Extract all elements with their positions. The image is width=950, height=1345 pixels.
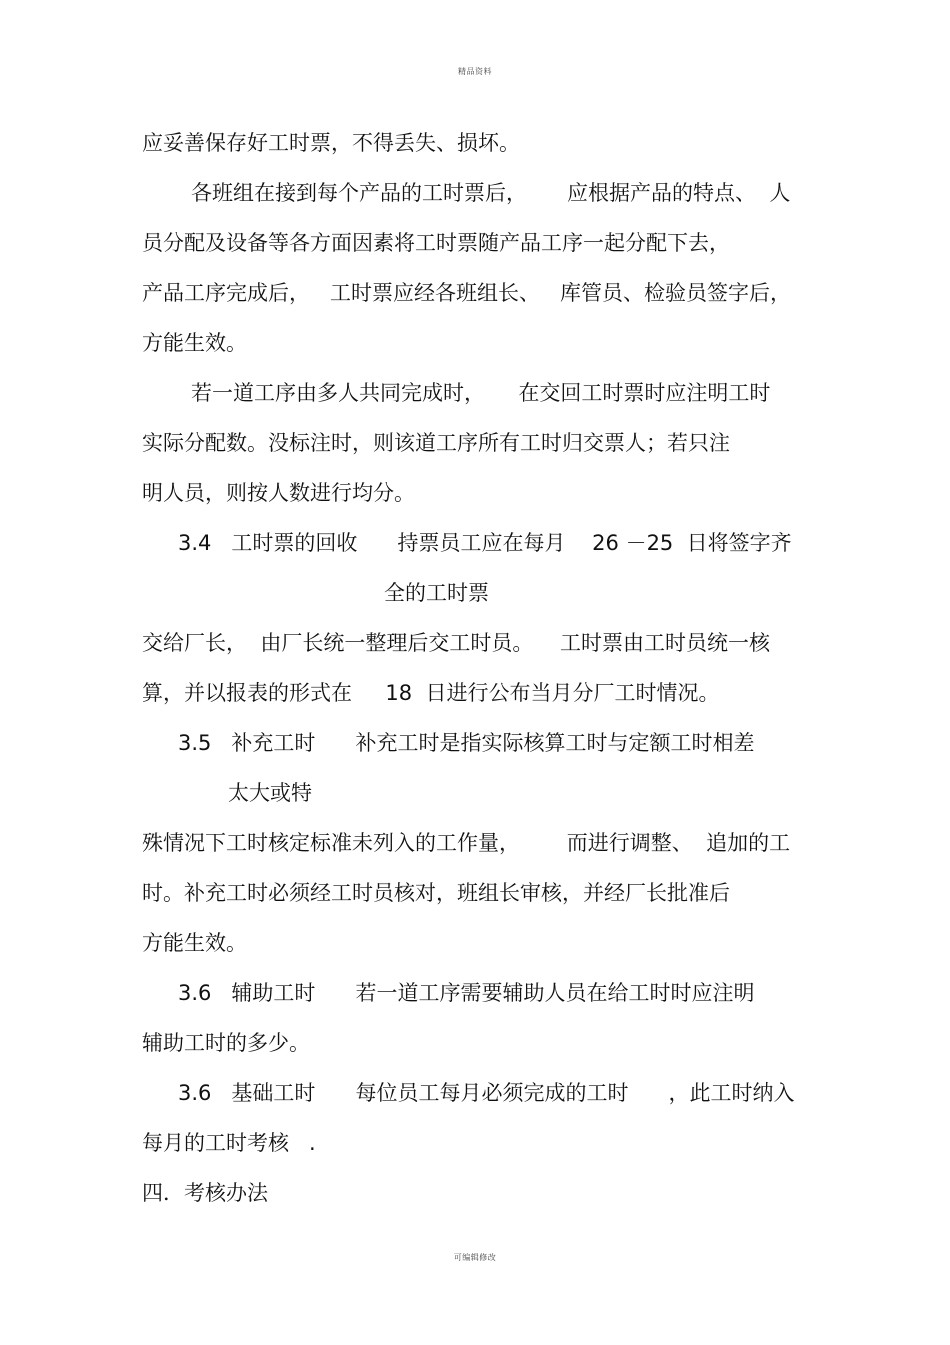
section-heading-3-6-auxiliary: 3.6 辅助工时 若一道工序需要辅助人员在给工时时应注明 xyxy=(178,981,755,1005)
text-line: 产品工序完成后， 工时票应经各班组长、 库管员、检验员签字后， xyxy=(142,281,792,305)
text-line: 方能生效。 xyxy=(142,931,247,955)
section-heading-3-4: 3.4 工时票的回收 持票员工应在每月 26 －25 日将签字齐 xyxy=(178,531,792,555)
section-heading-3-6-basic: 3.6 基础工时 每位员工每月必须完成的工时 ，此工时纳入 xyxy=(178,1081,795,1105)
text-line: 各班组在接到每个产品的工时票后， 应根据产品的特点、 人 xyxy=(191,181,791,205)
text-line: 若一道工序由多人共同完成时， 在交回工时票时应注明工时 xyxy=(191,381,771,405)
section-heading-4: 四．考核办法 xyxy=(142,1181,268,1205)
text-line: 实际分配数。没标注时，则该道工序所有工时归交票人；若只注 xyxy=(142,431,730,455)
text-line: 每月的工时考核 . xyxy=(142,1131,316,1155)
text-line: 员分配及设备等各方面因素将工时票随产品工序一起分配下去， xyxy=(142,231,730,255)
page-header: 精品资料 xyxy=(458,67,492,76)
text-line: 方能生效。 xyxy=(142,331,247,355)
text-line: 殊情况下工时核定标准未列入的工作量， 而进行调整、 追加的工 xyxy=(142,831,791,855)
section-heading-3-5: 3.5 补充工时 补充工时是指实际核算工时与定额工时相差 xyxy=(178,731,755,755)
text-line: 太大或特 xyxy=(228,781,312,805)
text-line: 算，并以报表的形式在 18 日进行公布当月分厂工时情况。 xyxy=(142,681,720,705)
text-line: 交给厂长， 由厂长统一整理后交工时员。 工时票由工时员统一核 xyxy=(142,631,771,655)
text-line: 辅助工时的多少。 xyxy=(142,1031,310,1055)
text-line: 应妥善保存好工时票，不得丢失、损坏。 xyxy=(142,131,520,155)
page-footer: 可编辑修改 xyxy=(453,1253,497,1262)
text-line: 明人员，则按人数进行均分。 xyxy=(142,481,415,505)
text-line: 全的工时票 xyxy=(384,581,489,605)
text-line: 时。补充工时必须经工时员核对，班组长审核，并经厂长批准后 xyxy=(142,881,730,905)
